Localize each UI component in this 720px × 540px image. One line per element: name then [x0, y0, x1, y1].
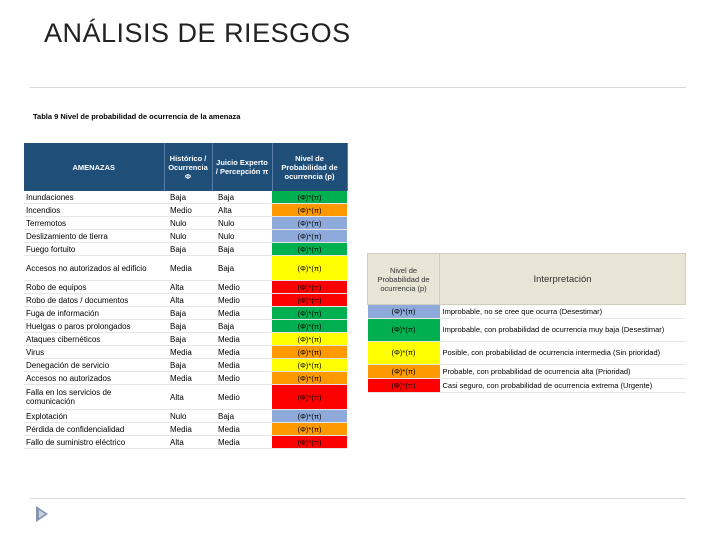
table-row [24, 307, 347, 320]
threat-name: Falla en los servicios de comunicación [24, 385, 164, 410]
historic-value: Medio [164, 204, 212, 217]
expert-value: Baja [212, 256, 272, 281]
interp-row [368, 319, 686, 342]
level-cell: (Φ)*(π) [272, 359, 347, 372]
interp-level-cell: (Φ)*(π) [368, 342, 440, 365]
table-row [24, 281, 347, 294]
threat-probability-table [24, 143, 348, 449]
table-row [24, 436, 347, 449]
header-expert: Juicio Experto / Percepción π [212, 143, 272, 191]
level-cell: (Φ)*(π) [272, 243, 347, 256]
table-row [24, 243, 347, 256]
historic-value: Media [164, 423, 212, 436]
interp-text: Casi seguro, con probabilidad de ocurrencia extrema (Urgente) [440, 379, 686, 393]
expert-value: Medio [212, 385, 272, 410]
level-cell: (Φ)*(π) [272, 385, 347, 410]
historic-value: Baja [164, 359, 212, 372]
interp-row [368, 365, 686, 379]
slide-title: ANÁLISIS DE RIESGOS [44, 18, 351, 48]
level-cell: (Φ)*(π) [272, 423, 347, 436]
threat-name: Ataques cibernéticos [24, 333, 164, 346]
level-cell: (Φ)*(π) [272, 294, 347, 307]
table-row [24, 410, 347, 423]
historic-value: Baja [164, 191, 212, 204]
table-row [24, 333, 347, 346]
header-threats: AMENAZAS [24, 143, 164, 191]
level-cell: (Φ)*(π) [272, 410, 347, 423]
historic-value: Media [164, 372, 212, 385]
threat-name: Inundaciones [24, 191, 164, 204]
historic-value: Alta [164, 281, 212, 294]
threat-name: Fallo de suministro eléctrico [24, 436, 164, 449]
level-cell: (Φ)*(π) [272, 307, 347, 320]
level-cell: (Φ)*(π) [272, 372, 347, 385]
expert-value: Baja [212, 191, 272, 204]
interp-level-cell: (Φ)*(π) [368, 305, 440, 319]
expert-value: Media [212, 333, 272, 346]
threat-name: Incendios [24, 204, 164, 217]
interp-table-header [368, 254, 686, 305]
header-historic: Histórico / Ocurrencia Φ [164, 143, 212, 191]
interp-row [368, 379, 686, 393]
slide-bullet-icon [36, 506, 48, 522]
threat-name: Terremotos [24, 217, 164, 230]
table-row [24, 320, 347, 333]
table-row [24, 217, 347, 230]
expert-value: Medio [212, 281, 272, 294]
threat-name: Denegación de servicio [24, 359, 164, 372]
expert-value: Baja [212, 410, 272, 423]
table-row [24, 256, 347, 281]
historic-value: Nulo [164, 230, 212, 243]
level-cell: (Φ)*(π) [272, 204, 347, 217]
table-row [24, 423, 347, 436]
table-row [24, 294, 347, 307]
table-row [24, 204, 347, 217]
interpretation-table [367, 253, 686, 393]
level-cell: (Φ)*(π) [272, 230, 347, 243]
threat-name: Virus [24, 346, 164, 359]
historic-value: Alta [164, 385, 212, 410]
historic-value: Media [164, 346, 212, 359]
table-row [24, 359, 347, 372]
threat-name: Fuego fortuito [24, 243, 164, 256]
interp-level-cell: (Φ)*(π) [368, 365, 440, 379]
level-cell: (Φ)*(π) [272, 191, 347, 204]
level-cell: (Φ)*(π) [272, 217, 347, 230]
historic-value: Media [164, 256, 212, 281]
threat-name: Huelgas o paros prolongados [24, 320, 164, 333]
interp-header-level: Nivel de Probabilidad de ocurrencia (p) [368, 254, 440, 305]
level-cell: (Φ)*(π) [272, 346, 347, 359]
historic-value: Baja [164, 243, 212, 256]
expert-value: Media [212, 359, 272, 372]
expert-value: Medio [212, 294, 272, 307]
threat-table-header [24, 143, 347, 191]
table-row [24, 230, 347, 243]
historic-value: Alta [164, 436, 212, 449]
expert-value: Media [212, 307, 272, 320]
interp-text: Improbable, con probabilidad de ocurrencia muy baja (Desestimar) [440, 319, 686, 342]
header-level: Nivel de Probabilidad de ocurrencia (p) [272, 143, 347, 191]
historic-value: Baja [164, 307, 212, 320]
historic-value: Baja [164, 320, 212, 333]
level-cell: (Φ)*(π) [272, 333, 347, 346]
threat-name: Accesos no autorizados al edificio [24, 256, 164, 281]
interp-level-cell: (Φ)*(π) [368, 379, 440, 393]
title-divider [30, 87, 686, 88]
interp-level-cell: (Φ)*(π) [368, 319, 440, 342]
footer-divider [30, 498, 686, 499]
table-row [24, 385, 347, 410]
threat-name: Pérdida de confidencialidad [24, 423, 164, 436]
expert-value: Baja [212, 320, 272, 333]
level-cell: (Φ)*(π) [272, 320, 347, 333]
expert-value: Baja [212, 243, 272, 256]
expert-value: Alta [212, 204, 272, 217]
historic-value: Nulo [164, 410, 212, 423]
level-cell: (Φ)*(π) [272, 281, 347, 294]
threat-name: Fuga de información [24, 307, 164, 320]
level-cell: (Φ)*(π) [272, 436, 347, 449]
interp-row [368, 305, 686, 319]
historic-value: Nulo [164, 217, 212, 230]
threat-name: Deslizamiento de tierra [24, 230, 164, 243]
table-row [24, 191, 347, 204]
expert-value: Nulo [212, 217, 272, 230]
table-caption: Tabla 9 Nivel de probabilidad de ocurrencia de la amenaza [33, 112, 241, 121]
threat-name: Explotación [24, 410, 164, 423]
interp-text: Probable, con probabilidad de ocurrencia alta (Prioridad) [440, 365, 686, 379]
historic-value: Baja [164, 333, 212, 346]
historic-value: Alta [164, 294, 212, 307]
expert-value: Media [212, 346, 272, 359]
table-row [24, 372, 347, 385]
threat-name: Robo de datos / documentos [24, 294, 164, 307]
level-cell: (Φ)*(π) [272, 256, 347, 281]
threat-name: Robo de equipos [24, 281, 164, 294]
interp-header-interpretation: Interpretación [440, 254, 686, 305]
interp-row [368, 342, 686, 365]
threat-name: Accesos no autorizados [24, 372, 164, 385]
expert-value: Medio [212, 372, 272, 385]
table-row [24, 346, 347, 359]
expert-value: Nulo [212, 230, 272, 243]
expert-value: Media [212, 423, 272, 436]
expert-value: Media [212, 436, 272, 449]
interp-text: Posible, con probabilidad de ocurrencia intermedia (Sin prioridad) [440, 342, 686, 365]
interp-text: Improbable, no se cree que ocurra (Desestimar) [440, 305, 686, 319]
